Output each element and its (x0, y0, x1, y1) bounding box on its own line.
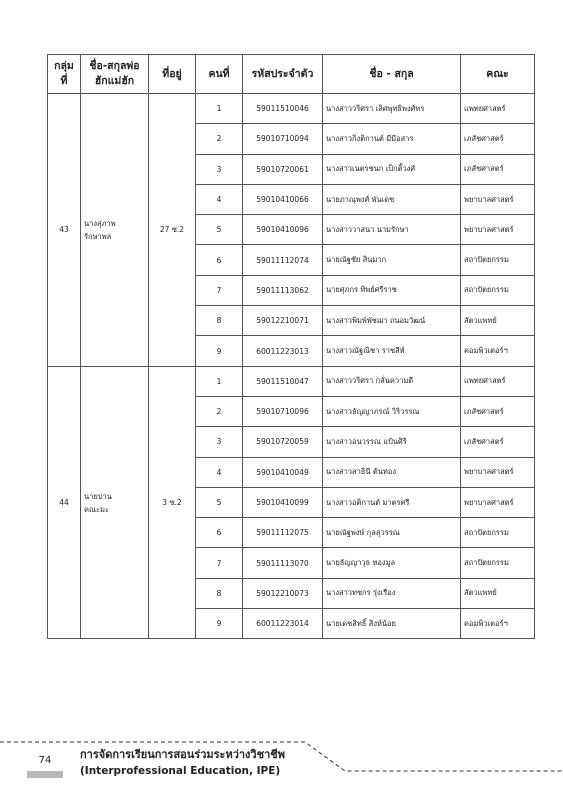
member-no-cell: 4 (196, 184, 243, 214)
address-cell: 3 ซ.2 (149, 366, 196, 639)
student-id-cell: 59012210073 (243, 578, 323, 608)
table-header-row (48, 55, 535, 94)
student-name-cell: นายณัฐชัย สินมาก (323, 245, 461, 275)
faculty-cell: เภสัชศาสตร์ (461, 154, 535, 184)
student-name-cell: นางสาวธัญญาภรณ์ วิริวรรณ (323, 396, 461, 426)
faculty-cell: สถาปัตยกรรม (461, 518, 535, 548)
footer-title-english: (Interprofessional Education, IPE) (80, 765, 281, 777)
faculty-cell: เภสัชศาสตร์ (461, 396, 535, 426)
header-student-id: รหัสประจำตัว (243, 55, 323, 94)
member-no-cell: 7 (196, 548, 243, 578)
faculty-cell: แพทยศาสตร์ (461, 366, 535, 396)
faculty-cell: พยาบาลศาสตร์ (461, 487, 535, 517)
student-id-cell: 59010410099 (243, 487, 323, 517)
faculty-cell: เภสัชศาสตร์ (461, 427, 535, 457)
student-id-cell: 59011112074 (243, 245, 323, 275)
member-no-cell: 4 (196, 457, 243, 487)
page-number-bar (27, 771, 63, 778)
header-mentor-line2: ฮักแม่ฮัก (94, 75, 135, 87)
member-no-cell: 5 (196, 215, 243, 245)
header-mentor (81, 55, 149, 94)
member-no-cell: 1 (196, 94, 243, 124)
member-no-cell: 8 (196, 578, 243, 608)
faculty-cell: สถาปัตยกรรม (461, 275, 535, 305)
header-address: ที่อยู่ (149, 55, 196, 94)
table-row (48, 366, 535, 396)
group-number-cell: 44 (48, 366, 81, 639)
footer-title-thai: การจัดการเรียนการสอนร่วมระหว่างวิชาชีพ (80, 748, 285, 761)
student-id-cell: 59011113070 (243, 548, 323, 578)
faculty-cell: สถาปัตยกรรม (461, 245, 535, 275)
header-group-line2: ที่ (60, 75, 68, 87)
page-number: 74 (38, 755, 52, 766)
header-group-line1: กลุ่ม (54, 60, 74, 72)
student-id-cell: 59010710096 (243, 396, 323, 426)
student-name-cell: นางสาวพิมพ์พัชฌา ถนอมวัฒน์ (323, 306, 461, 336)
mentor-name-cell: นางสุภาพ รักษาพล (81, 94, 149, 367)
header-group (48, 55, 81, 94)
student-name-cell: นายเดชสิทธิ์ สิงห์น้อย (323, 609, 461, 639)
student-id-cell: 59010720061 (243, 154, 323, 184)
student-id-cell: 59010710094 (243, 124, 323, 154)
member-no-cell: 2 (196, 124, 243, 154)
student-id-cell: 59012210071 (243, 306, 323, 336)
faculty-cell: สถาปัตยกรรม (461, 548, 535, 578)
address-cell: 27 ซ.2 (149, 94, 196, 367)
faculty-cell: พยาบาลศาสตร์ (461, 184, 535, 214)
student-id-cell: 59010410049 (243, 457, 323, 487)
student-name-cell: นายณัฐพงษ์ กุลสุวรรณ (323, 518, 461, 548)
student-name-cell: นายศุภกร ทิพย์ศรีราช (323, 275, 461, 305)
student-name-cell: นางสาววริศรา เลิศพุทธิพงศ์ทร (323, 94, 461, 124)
table-body (48, 94, 535, 639)
student-name-cell: นายภาณุพงศ์ พันเดช (323, 184, 461, 214)
header-name: ชื่อ - สกุล (323, 55, 461, 94)
faculty-cell: คอมพิวเตอร์ฯ (461, 336, 535, 366)
student-name-cell: นางสาวทชกร รุ่งเรือง (323, 578, 461, 608)
student-name-cell: นางสาวสาธินี ต้นทอง (323, 457, 461, 487)
student-id-cell: 59010410096 (243, 215, 323, 245)
faculty-cell: พยาบาลศาสตร์ (461, 215, 535, 245)
header-mentor-line1: ชื่อ-สกุลพ่อ (89, 60, 140, 72)
header-faculty: คณะ (461, 55, 535, 94)
member-no-cell: 9 (196, 609, 243, 639)
member-no-cell: 6 (196, 245, 243, 275)
student-id-cell: 60011223013 (243, 336, 323, 366)
faculty-cell: สัตวแพทย์ (461, 578, 535, 608)
member-no-cell: 2 (196, 396, 243, 426)
student-name-cell: นางสาวเนตรชนก เป็กติ้วงศ์ (323, 154, 461, 184)
faculty-cell: เภสัชศาสตร์ (461, 124, 535, 154)
student-id-cell: 59011113062 (243, 275, 323, 305)
faculty-cell: สัตวแพทย์ (461, 306, 535, 336)
student-name-cell: นางสาวอติกานต์ มาตรศรี (323, 487, 461, 517)
faculty-cell: พยาบาลศาสตร์ (461, 457, 535, 487)
student-id-cell: 60011223014 (243, 609, 323, 639)
member-no-cell: 7 (196, 275, 243, 305)
student-id-cell: 59010410066 (243, 184, 323, 214)
member-no-cell: 3 (196, 154, 243, 184)
student-id-cell: 59011510046 (243, 94, 323, 124)
member-no-cell: 9 (196, 336, 243, 366)
student-id-cell: 59011112075 (243, 518, 323, 548)
member-no-cell: 8 (196, 306, 243, 336)
student-name-cell: นางสาวอนวรรณ แป้นศิริ (323, 427, 461, 457)
mentor-name-cell: นายปาน คณะมะ (81, 366, 149, 639)
group-member-table (47, 54, 535, 639)
member-no-cell: 1 (196, 366, 243, 396)
student-name-cell: นายธัญญาวุธ ทองมูล (323, 548, 461, 578)
student-id-cell: 59011510047 (243, 366, 323, 396)
student-name-cell: นางสาวณัฐณิชา ราชสีห์ (323, 336, 461, 366)
student-id-cell: 59010720059 (243, 427, 323, 457)
header-member-no: คนที่ (196, 55, 243, 94)
member-no-cell: 6 (196, 518, 243, 548)
faculty-cell: คอมพิวเตอร์ฯ (461, 609, 535, 639)
student-name-cell: นางสาววาสนา นามรักษา (323, 215, 461, 245)
table-row (48, 94, 535, 124)
group-number-cell: 43 (48, 94, 81, 367)
member-no-cell: 5 (196, 487, 243, 517)
student-name-cell: นางสาวกิ่งติกานต์ มีมีอสาร (323, 124, 461, 154)
student-name-cell: นางสาววริศรา กลั่นความดี (323, 366, 461, 396)
member-no-cell: 3 (196, 427, 243, 457)
faculty-cell: แพทยศาสตร์ (461, 94, 535, 124)
